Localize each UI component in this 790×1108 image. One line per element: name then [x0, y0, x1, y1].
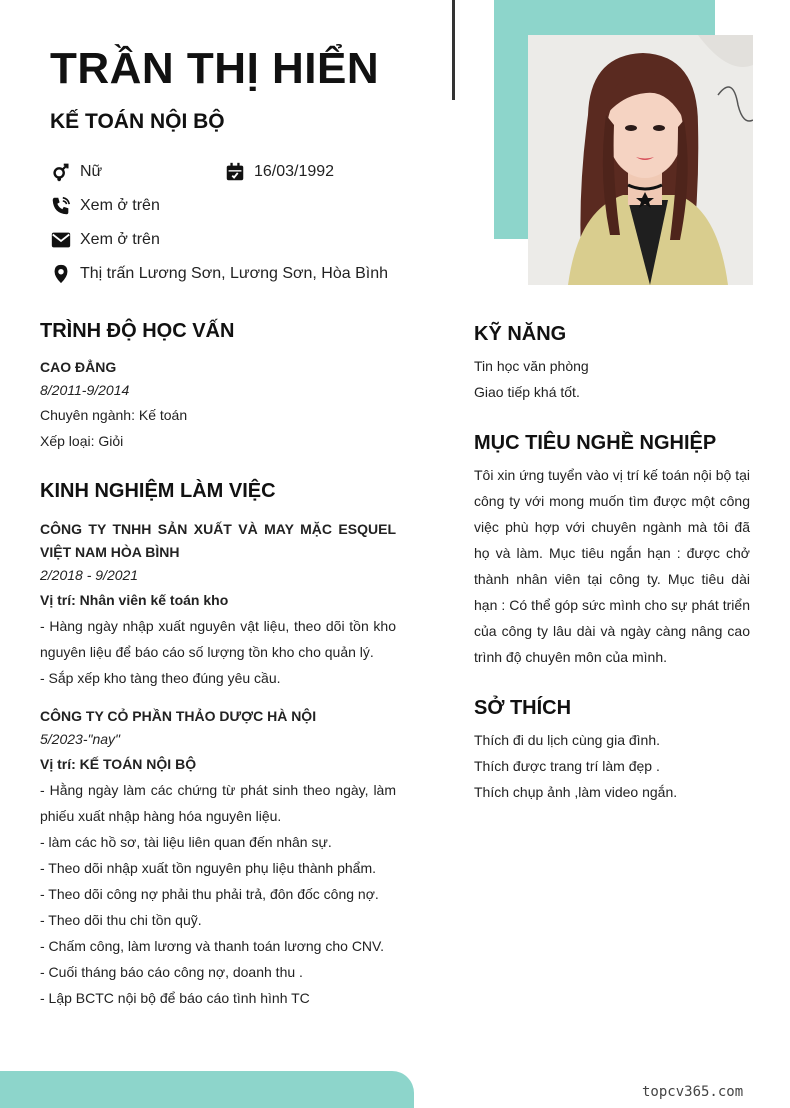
job-duty: - Chấm công, làm lương và thanh toán lương cho CNV.: [40, 938, 384, 954]
hobbies-title: SỞ THÍCH: [474, 697, 572, 719]
job-duty: - Theo dõi nhập xuất tồn nguyên phụ liệu thành phẩm.: [40, 860, 376, 876]
skill-item: Giao tiếp khá tốt.: [474, 384, 580, 400]
skills-title: KỸ NĂNG: [474, 323, 567, 345]
hobby-item: Thích chụp ảnh ,làm video ngắn.: [474, 784, 678, 800]
job-entry: [40, 518, 396, 691]
email-value: Xem ở trên: [80, 231, 160, 248]
education-grade: Xếp loại: Giỏi: [40, 433, 124, 449]
phone-row: [50, 194, 160, 218]
education-title: TRÌNH ĐỘ HỌC VẤN: [40, 320, 235, 342]
experience-section: [40, 478, 396, 1011]
education-section: [40, 318, 396, 454]
job-duty: - Theo dõi thu chi tồn quỹ.: [40, 912, 202, 928]
hobby-item: Thích đi du lịch cùng gia đình.: [474, 732, 661, 748]
job-period: 5/2023-"nay": [40, 731, 120, 747]
gender-row: [50, 160, 102, 184]
job-position: Vị trí: KẾ TOÁN NỘI BỘ: [40, 756, 197, 772]
job-position: Vị trí: Nhân viên kế toán kho: [40, 592, 229, 608]
skill-item: Tin học văn phòng: [474, 358, 589, 374]
phone-icon: [50, 195, 72, 217]
job-duty: - làm các hồ sơ, tài liệu liên quan đến nhân sự.: [40, 834, 332, 850]
objective-text: Tôi xin ứng tuyển vào vị trí kế toán nội bộ tại công ty với mong muốn tìm được một công việc phù hợp với chuyên ngành mà tôi đã họ và làm. Mục tiêu ngắn hạn : được chở thành nhân viên tại công ty. Mục tiêu dài hạn : Có thể góp sức mình cho sự phát triển của công ty lâu dài và ngày càng nâng cao trình độ chuyên môn của mình.: [474, 467, 750, 665]
email-icon: [50, 229, 72, 251]
calendar-icon: [224, 161, 246, 183]
education-major: Chuyên ngành: Kế toán: [40, 407, 188, 423]
job-duty: - Hằng ngày làm các chứng từ phát sinh theo ngày, làm phiếu xuất nhập hàng hóa nguyên liệu.: [40, 782, 396, 824]
profile-photo: [528, 35, 753, 285]
hobby-item: Thích được trang trí làm đẹp .: [474, 758, 660, 774]
job-company: CÔNG TY CỎ PHẦN THẢO DƯỢC HÀ NỘI: [40, 708, 317, 724]
job-company: CÔNG TY TNHH SẢN XUẤT VÀ MAY MẶC ESQUEL VIỆT NAM HÒA BÌNH: [40, 521, 396, 560]
birthdate-value: 16/03/1992: [254, 163, 335, 180]
gender-value: Nữ: [80, 163, 103, 180]
email-row: [50, 228, 160, 252]
location-icon: [50, 263, 72, 285]
phone-value: Xem ở trên: [80, 197, 160, 214]
job-duty: - Cuối tháng báo cáo công nợ, doanh thu .: [40, 964, 303, 980]
candidate-name: TRẦN THỊ HIỂN: [50, 44, 380, 93]
footer-accent-bar: [0, 1071, 414, 1108]
address-value: Thị trấn Lương Sơn, Lương Sơn, Hòa Bình: [80, 265, 388, 282]
birthdate-row: [224, 160, 334, 184]
job-duty: - Theo dõi công nợ phải thu phải trả, đôn đốc công nợ.: [40, 886, 379, 902]
objective-title: MỤC TIÊU NGHỀ NGHIỆP: [474, 432, 717, 454]
profile-photo-illustration: [528, 35, 753, 285]
job-duty: - Hàng ngày nhập xuất nguyên vật liệu, theo dõi tồn kho nguyên liệu để báo cáo số lượng tồn kho cho quản lý.: [40, 618, 396, 660]
footer-site-link[interactable]: topcv365.com: [642, 1084, 744, 1100]
skills-section: [474, 321, 750, 405]
job-title: KẾ TOÁN NỘI BỘ: [50, 110, 225, 133]
address-row: [50, 262, 388, 286]
education-school: CAO ĐẲNG: [40, 359, 117, 375]
gender-icon: [50, 161, 72, 183]
job-entry: [40, 705, 396, 1011]
job-period: 2/2018 - 9/2021: [40, 567, 139, 583]
experience-title: KINH NGHIỆM LÀM VIỆC: [40, 480, 276, 502]
header-divider: [452, 0, 455, 100]
education-period: 8/2011-9/2014: [40, 382, 130, 398]
job-duty: - Sắp xếp kho tàng theo đúng yêu cầu.: [40, 670, 281, 686]
job-duty: - Lập BCTC nội bộ để báo cáo tình hình TC: [40, 990, 310, 1006]
objective-section: [474, 430, 750, 670]
hobbies-section: [474, 695, 750, 805]
